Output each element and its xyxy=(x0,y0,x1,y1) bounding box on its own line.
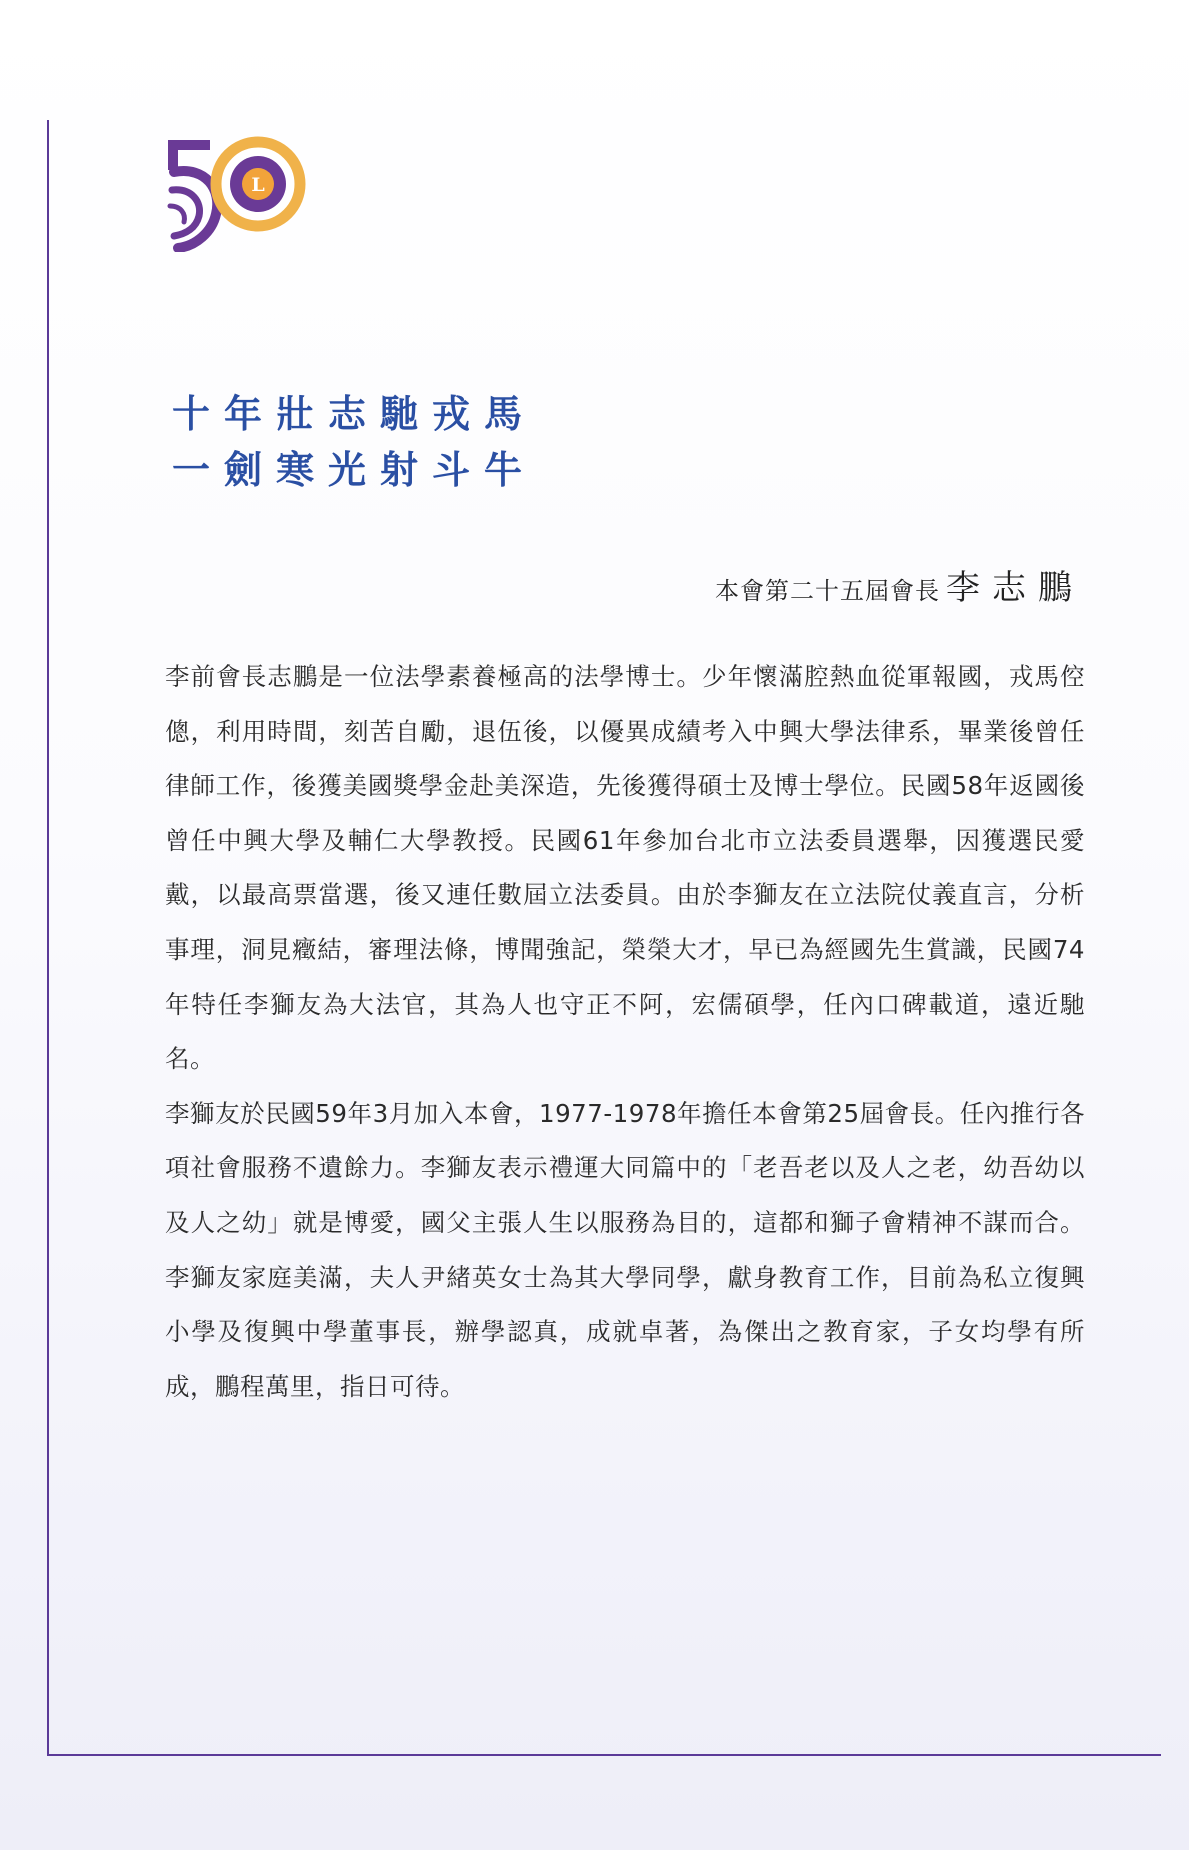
club-50th-anniversary-logo xyxy=(166,134,314,252)
anniversary-logo-graphic xyxy=(166,134,314,252)
biography-paragraph-2: 李獅友於民國59年3月加入本會，1977-1978年擔任本會第25屆會長。任內推行各項社會服務不遺餘力。李獅友表示禮運大同篇中的「老吾老以及人之老，幼吾幼以及人之幼」就是博愛，國父主張人生以服務為目的，這都和獅子會精神不謀而合。李獅友家庭美滿，夫人尹緒英女士為其大學同學，獻身教育工作，目前為私立復興小學及復興中學董事長，辦學認真，成就卓著，為傑出之教育家，子女均學有所成，鵬程萬里，指日可待。 xyxy=(165,1098,1085,1401)
biography-paragraph-1: 李前會長志鵬是一位法學素養極高的法學博士。少年懷滿腔熱血從軍報國，戎馬倥傯，利用時間，刻苦自勵，退伍後，以優異成績考入中興大學法律系，畢業後曾任律師工作，後獲美國獎學金赴美深造，先後獲得碩士及博士學位。民國58年返國後曾任中興大學及輔仁大學教授。民國61年參加台北市立法委員選舉，因獲選民愛戴，以最高票當選，後又連任數屆立法委員。由於李獅友在立法院仗義直言，分析事理，洞見癥結，審理法條，博聞強記，榮榮大才，早已為經國先生賞識，民國74年特任李獅友為大法官，其為人也守正不阿，宏儒碩學，任內口碑載道，遠近馳名。 xyxy=(165,662,1085,1074)
poem-title-line-1: 十年壯志馳戎馬 xyxy=(172,391,537,436)
biography-body xyxy=(165,650,1085,1414)
logo-lions-letter: L xyxy=(251,174,265,196)
author-role: 本會第二十五屆會長 xyxy=(715,577,940,605)
author-name: 李志鵬 xyxy=(946,568,1084,608)
page-frame-left-rule xyxy=(47,120,49,1756)
logo-five-inner-arc xyxy=(170,206,184,222)
poem-title xyxy=(172,386,592,498)
page-frame-bottom-rule xyxy=(47,1754,1161,1756)
author-byline xyxy=(715,560,1084,609)
poem-title-line-2: 一劍寒光射斗牛 xyxy=(172,447,537,492)
logo-five-stem xyxy=(168,140,178,170)
